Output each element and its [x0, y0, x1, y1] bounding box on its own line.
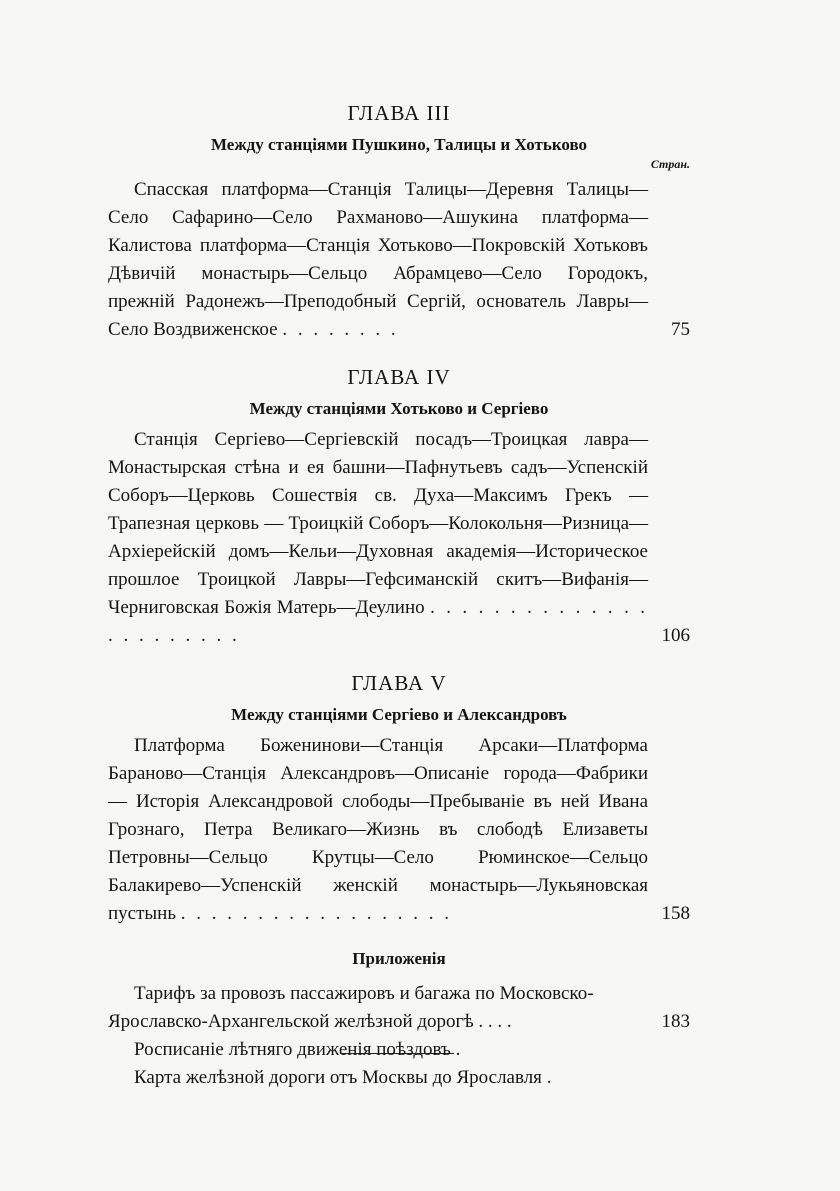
chapter-contents	[108, 426, 690, 650]
chapter-title: ГЛАВА IV	[347, 365, 451, 389]
chapter-contents-text: Станція Сергіево—Сергіевскій посадъ—Троицкая лавра—Монастырская стѣна и ея башни—Пафнутьевъ садъ—Успенскій Соборъ—Церковь Сошествія св. Духа—Максимъ Грекъ — Трапезная церковь — Троицкій Соборъ—Колокольня—Ризница—Архіерейскій домъ—Кельи—Духовная академія—Историческое прошлое Троицкой Лавры—Гефсиманскій скитъ—Вифанія—Черниговская Божія Матерь—Деулино	[108, 429, 648, 618]
appendix-item	[108, 980, 690, 1036]
appendix-item-text: Тарифъ за провозъ пассажировъ и багажа по Московско-Ярославско-Архангельской желѣзной дорогѣ	[108, 983, 594, 1032]
page-number: 106	[661, 625, 690, 646]
appendix-title: Приложенія	[352, 949, 446, 968]
page-number: 75	[671, 319, 690, 340]
toc-column	[108, 98, 690, 1092]
chapter-3	[108, 98, 690, 344]
appendix-item: Росписаніе лѣтняго движенія поѣздовъ .	[134, 1039, 461, 1060]
page-number: 158	[661, 903, 690, 924]
appendix-section	[108, 946, 690, 1092]
chapter-title: ГЛАВА V	[351, 671, 447, 695]
leader-dots: . . . . . . . . . . . . . . . . . . . . . . .	[108, 597, 648, 646]
leader-dots: . . . . . . . . . . . . . . . . . .	[180, 903, 453, 924]
closing-rule	[340, 1053, 454, 1054]
appendix-item: Карта желѣзной дороги отъ Москвы до Ярославля .	[134, 1067, 552, 1088]
appendix-item-text: Росписаніе лѣтняго движенія поѣздовъ	[134, 1039, 451, 1060]
chapter-subtitle: Между станціями Сергіево и Александровъ	[231, 705, 567, 724]
chapter-contents	[108, 732, 690, 928]
chapter-contents-text: Платформа Боженинови—Станція Арсаки—Платформа Бараново—Станція Александровъ—Описаніе города—Фабрики — Исторія Александровой слободы—Пребываніе въ ней Ивана Грознаго, Петра Великаго—Жизнь въ слободѣ Елизаветы Петровны—Сельцо Крутцы—Село Рюминское—Сельцо Балакирево—Успенскій женскій монастырь—Лукьяновская пустынь	[108, 735, 648, 924]
chapter-contents-text: Спасская платформа—Станція Талицы—Деревня Талицы—Село Сафарино—Село Рахманово—Ашукина платформа—Калистова платформа—Станція Хотьково—Покровскій Хотьковъ Дѣвичій монастырь—Сельцо Абрамцево—Село Городокъ, прежній Радонежъ—Преподобный Сергій, основатель Лавры—Село Воздвиженское	[108, 179, 648, 340]
chapter-subtitle: Между станціями Хотьково и Сергіево	[249, 399, 549, 418]
page-column-label: Стран.	[650, 157, 690, 171]
chapter-subtitle: Между станціями Пушкино, Талицы и Хотьково	[210, 135, 588, 154]
leader-dots: . . . . . . . .	[282, 319, 399, 340]
appendix-item-text: Карта желѣзной дороги отъ Москвы до Ярославля	[134, 1067, 542, 1088]
chapter-4	[108, 362, 690, 650]
chapter-contents	[108, 176, 690, 344]
chapter-5	[108, 668, 690, 928]
chapter-title: ГЛАВА III	[347, 101, 451, 125]
leader-dots: . . . .	[478, 1011, 512, 1032]
page-number: 183	[661, 1011, 690, 1032]
